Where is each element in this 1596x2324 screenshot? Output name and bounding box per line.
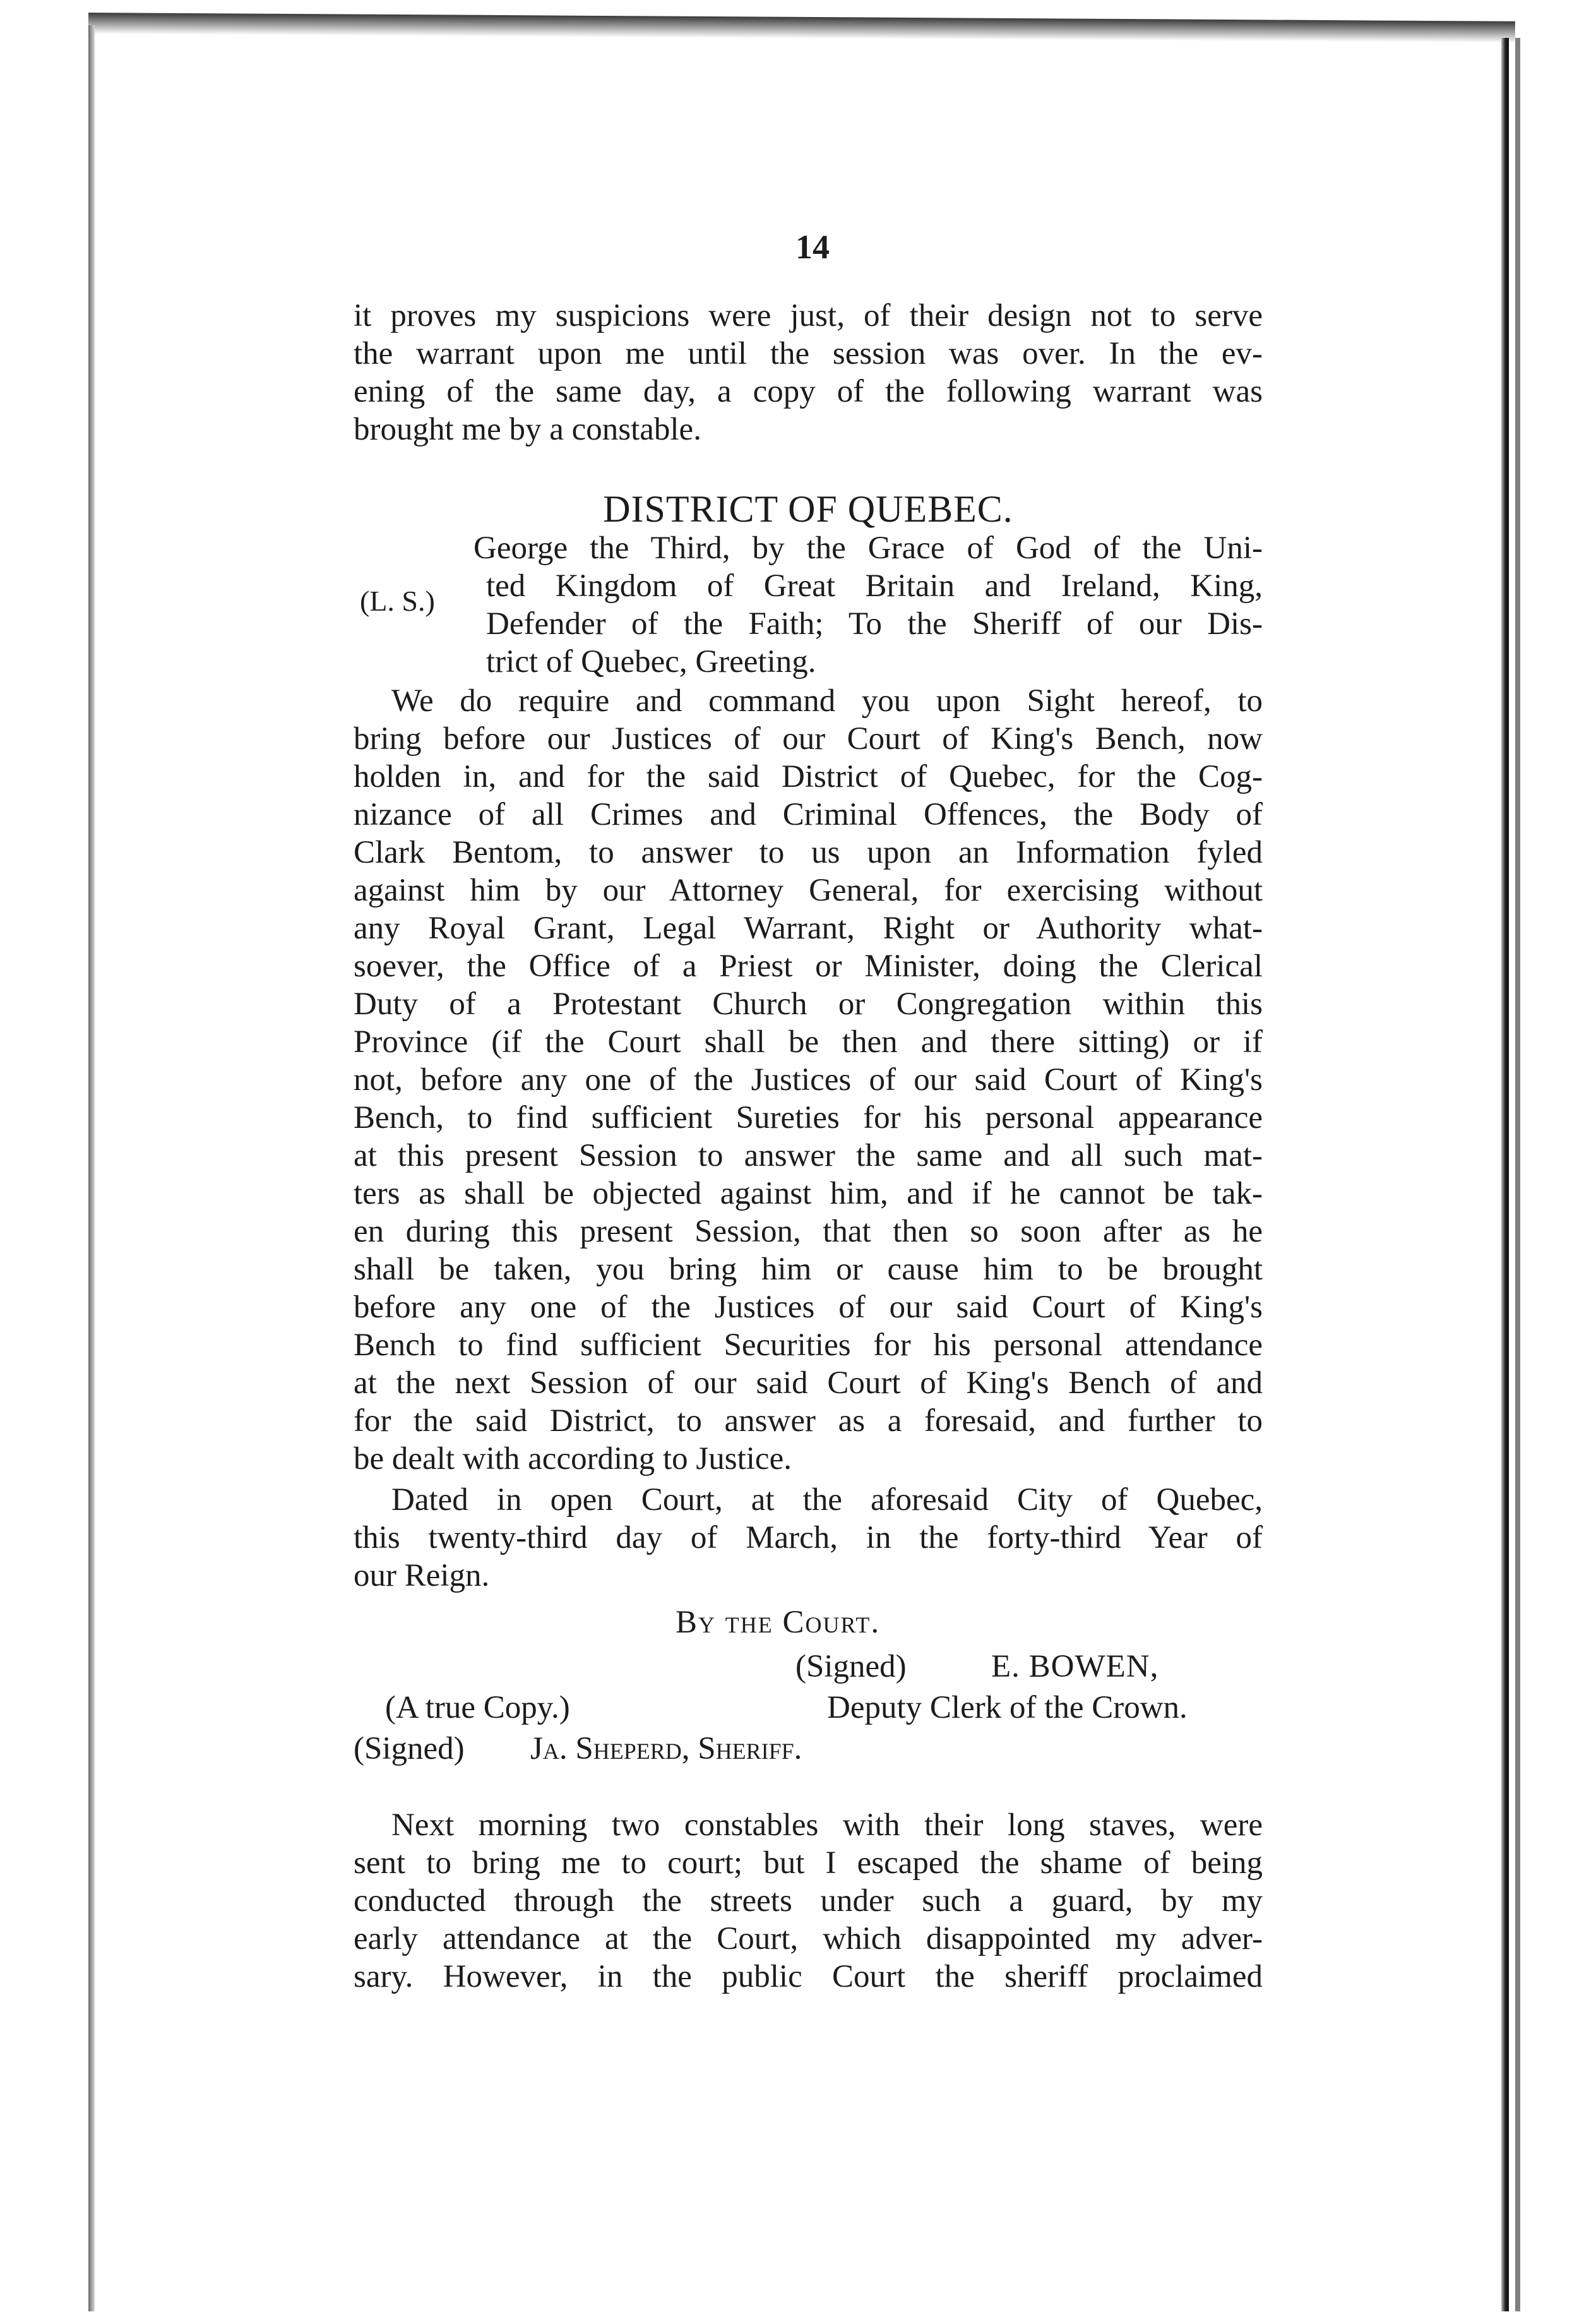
warrant-body-line: be dealt with according to Justice.: [354, 1441, 792, 1476]
warrant-body-line: We do require and command you upon Sight hereof, to: [391, 683, 1263, 719]
salutation-line: George the Third, by the Grace of God of the Uni-: [473, 530, 1263, 566]
text-line: sent to bring me to court; but I escaped the shame of being: [354, 1845, 1263, 1881]
salutation-line: trict of Quebec, Greeting.: [486, 644, 816, 680]
warrant-body-line: holden in, and for the said District of Quebec, for the Cog-: [354, 759, 1263, 794]
warrant-body-line: bring before our Justices of our Court of King's Bench, now: [354, 721, 1263, 757]
warrant-body-line: Bench to find sufficient Securities for his personal attendance: [354, 1327, 1263, 1363]
warrant-heading: DISTRICT OF QUEBEC.: [603, 488, 1013, 530]
warrant-body-line: soever, the Office of a Priest or Minister, doing the Clerical: [354, 949, 1263, 984]
warrant-body-line: at this present Session to answer the same and all such mat-: [354, 1138, 1263, 1173]
signed-label: (Signed): [354, 1731, 465, 1766]
text-line: conducted through the streets under such a guard, by my: [354, 1883, 1263, 1919]
warrant-body-line: Province (if the Court shall be then and there sitting) or if: [354, 1024, 1263, 1060]
scan-edge-right-shadow: [1515, 38, 1520, 2311]
warrant-body-line: any Royal Grant, Legal Warrant, Right or Authority what-: [354, 911, 1263, 946]
warrant-body-line: against him by our Attorney General, for exercising without: [354, 873, 1263, 908]
warrant-body-line: Duty of a Protestant Church or Congregation within this: [354, 986, 1263, 1022]
text-line: Next morning two constables with their long staves, were: [391, 1807, 1263, 1843]
warrant-body-line: Bench, to find sufficient Sureties for his personal appearance: [354, 1100, 1263, 1135]
dated-line: Dated in open Court, at the aforesaid City of Quebec,: [391, 1482, 1263, 1518]
salutation-line: Defender of the Faith; To the Sheriff of our Dis-: [486, 606, 1263, 642]
warrant-body-line: not, before any one of the Justices of our said Court of King's: [354, 1062, 1263, 1098]
dated-line: this twenty-third day of March, in the forty-third Year of: [354, 1520, 1263, 1555]
text-line: ening of the same day, a copy of the following warrant was: [354, 374, 1263, 409]
sheriff-signature: Ja. Sheperd, Sheriff.: [530, 1731, 802, 1766]
warrant-body-line: at the next Session of our said Court of King's Bench of and: [354, 1365, 1263, 1401]
text-line: the warrant upon me until the session was over. In the ev-: [354, 336, 1263, 371]
scan-edge-right: [1501, 38, 1509, 2311]
true-copy-label: (A true Copy.): [385, 1690, 570, 1725]
warrant-body-line: Clark Bentom, to answer to us upon an Information fyled: [354, 835, 1263, 870]
warrant-body-line: shall be taken, you bring him or cause him to be brought: [354, 1252, 1263, 1287]
warrant-body-line: for the said District, to answer as a foresaid, and further to: [354, 1403, 1263, 1439]
page-number: 14: [795, 228, 830, 266]
book-page: [354, 0, 1275, 2324]
text-line: early attendance at the Court, which disappointed my adver-: [354, 1921, 1263, 1956]
signer-name: E. BOWEN,: [991, 1649, 1159, 1684]
salutation-line: ted Kingdom of Great Britain and Ireland, King,: [486, 568, 1263, 604]
scan-edge-left: [88, 25, 95, 2311]
by-the-court: By the Court.: [676, 1605, 881, 1640]
text-line: sary. However, in the public Court the sheriff proclaimed: [354, 1959, 1263, 1994]
seal-label: (L. S.): [360, 585, 435, 617]
warrant-body-line: ters as shall be objected against him, and if he cannot be tak-: [354, 1176, 1263, 1211]
warrant-body-line: nizance of all Crimes and Criminal Offences, the Body of: [354, 797, 1263, 832]
warrant-body-line: before any one of the Justices of our said Court of King's: [354, 1290, 1263, 1325]
signer-title: Deputy Clerk of the Crown.: [827, 1690, 1188, 1725]
text-line: it proves my suspicions were just, of their design not to serve: [354, 298, 1263, 333]
warrant-body-line: en during this present Session, that then so soon after as he: [354, 1214, 1263, 1249]
text-line: brought me by a constable.: [354, 412, 701, 447]
signed-label: (Signed): [795, 1649, 907, 1684]
dated-line: our Reign.: [354, 1558, 490, 1593]
